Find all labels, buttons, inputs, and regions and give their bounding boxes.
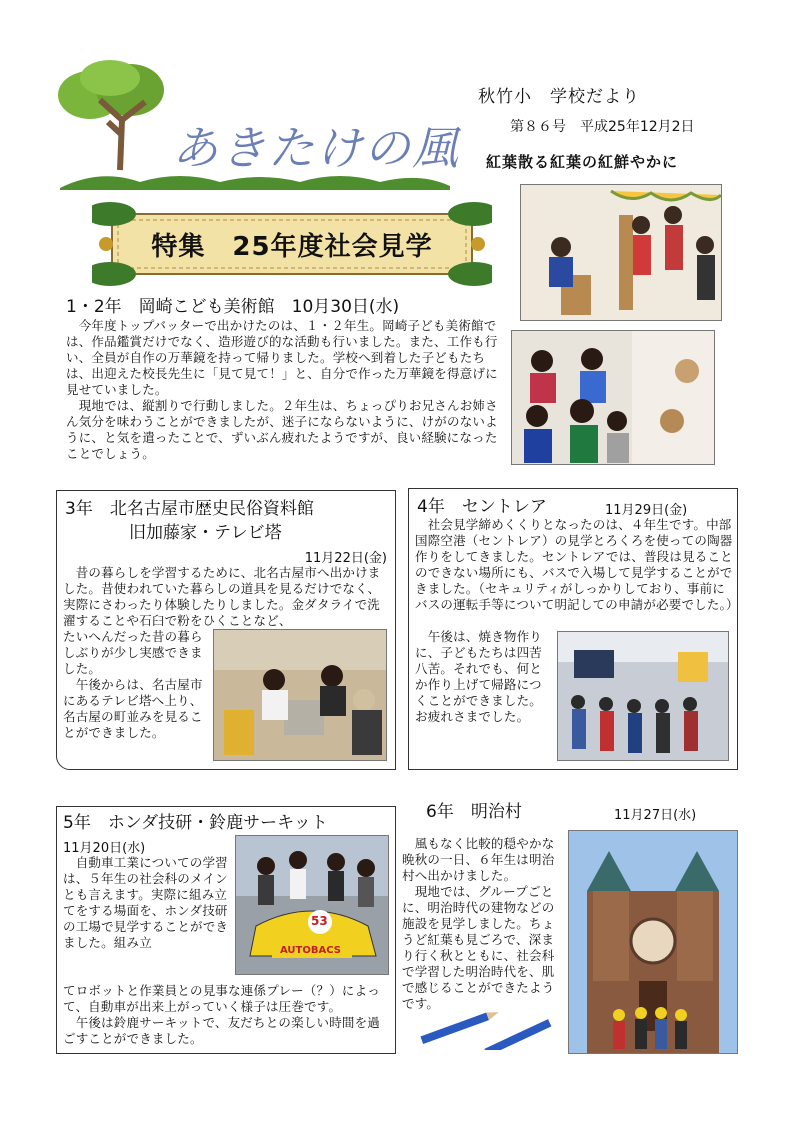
sec1-paragraph: 今年度トップバッターで出かけたのは、１・２年生。岡崎子ども美術館では、作品鑑賞だけでなく、造形遊び的な活動も行いました。また、工作も行い、全員が自作の万華鏡を持って帰りました。学校へ到着した子どもたちは、出迎えた校長先生に「見て見て！」と、自分で作った万華鏡を得意げに見せていました。 — [66, 318, 498, 397]
logo-title: あきたけの風 — [172, 121, 460, 175]
sec6-body — [402, 836, 562, 1012]
sec5-heading: 5年 ホンダ技研・鈴鹿サーキット — [63, 813, 328, 833]
sec6-date: 11月27日(水) — [614, 808, 697, 823]
sec4-paragraph: 社会見学締めくくりとなったのは、４年生です。中部国際空港（セントレア）の見学とろくろを使っての陶器作りをしてきました。セントレアでは、普段は見ることのできない場所にも、バスで入場して見学することができました。（セキュリティがしっかりしており、事前にバスの運転手等について明記しての申請が必要でした。） — [415, 517, 739, 612]
school-name: 秋竹小 学校だより — [478, 87, 640, 107]
sec4-box — [408, 488, 738, 770]
sec5-body-narrow — [63, 855, 235, 951]
photo-millstone — [213, 629, 387, 761]
kart-sponsor-text: AUTOBACS — [280, 945, 341, 956]
sec3-box — [56, 490, 396, 770]
special-feature-banner — [92, 200, 492, 288]
sec4-date: 11月29日(金) — [605, 503, 688, 518]
sec4-heading: 4年 セントレア — [417, 497, 547, 517]
grass-decoration — [60, 168, 450, 190]
tagline: 紅葉散る紅葉の紅鮮やかに — [486, 153, 679, 171]
sec1-body — [66, 318, 506, 462]
photo-kaleidoscope-kids — [511, 330, 715, 465]
sec4-paragraph: 午後は、焼き物作りに、子どもたちは四苦八苦。それでも、何とか作り上げて帰路につくことができました。お疲れさまでした。 — [415, 629, 543, 724]
photo-meiji-church — [568, 830, 738, 1054]
sec5-date: 11月20日(水) — [63, 841, 146, 856]
photo-kart — [235, 835, 389, 975]
photo-airport — [557, 631, 729, 761]
sec1-paragraph: 現地では、縦割りで行動しました。２年生は、ちょっぴりお兄さんお姉さん気分を味わうことができましたが、迷子にならないように、けがのないように、と気を遣ったことで、ずいぶん疲れたようですが、良い経験になったことでしょう。 — [66, 398, 498, 461]
sec5-paragraph: 自動車工業についての学習は、５年生の社会科のメインとも言えます。実際に組み立てをする場面を、ホンダ技研の工場で見学することができました。組み立 — [63, 855, 229, 950]
sec3-date: 11月22日(金) — [304, 551, 387, 566]
sec3-body-narrow — [63, 629, 211, 741]
sec6-paragraph: 現地では、グループごとに、明治時代の建物などの施設を見学しました。ちょうど紅葉も見ごろで、深まり行く秋とともに、社会科で学習した明治時代を、肌で感じることができたようです。 — [402, 884, 555, 1011]
sec5-box — [56, 806, 396, 1054]
sec3-paragraph: 午後からは、名古屋市にあるテレビ塔へ上り、名古屋の町並みを見ることができました。 — [63, 677, 203, 740]
sec3-body — [63, 565, 389, 629]
sec5-paragraph: 午後は鈴鹿サーキットで、友だちとの楽しい時間を過ごすことができました。 — [63, 1015, 381, 1046]
issue-info: 第８６号 平成25年12月2日 — [510, 119, 695, 135]
banner-title: 特集 25年度社会見学 — [151, 232, 433, 262]
sec4-body — [415, 517, 739, 613]
sec3-heading: 3年 北名古屋市歴史民俗資料館 — [65, 499, 314, 519]
tree-logo — [50, 60, 170, 180]
sec1-heading: 1・2年 岡崎こども美術館 10月30日(水) — [66, 297, 400, 317]
photo-blocks-activity — [520, 184, 722, 321]
sec3-paragraph: 昔の暮らしを学習するために、北名古屋市へ出かけました。昔使われていた暮らしの道具を見るだけでなく、実際にさわったり体験したりしました。金ダタライで洗濯することや石臼で粉をひくことなど、 — [63, 565, 381, 628]
sec3-subheading: 旧加藤家・テレビ塔 — [129, 523, 282, 543]
pencil-icon — [410, 1010, 560, 1050]
sec5-body — [63, 983, 389, 1047]
kart-number: 53 — [311, 914, 328, 928]
sec3-paragraph: たいへんだった昔の暮らしぶりが少し実感できました。 — [63, 629, 203, 676]
sec6-heading: 6年 明治村 — [426, 802, 522, 822]
sec6-paragraph: 風もなく比較的穏やかな晩秋の一日、６年生は明治村へ出かけました。 — [402, 836, 555, 883]
sec5-paragraph: てロボットと作業員との見事な連係プレー（？）によって、自動車が出来上がっていく様子は圧巻です。 — [63, 983, 381, 1014]
sec4-body-narrow — [415, 629, 553, 725]
